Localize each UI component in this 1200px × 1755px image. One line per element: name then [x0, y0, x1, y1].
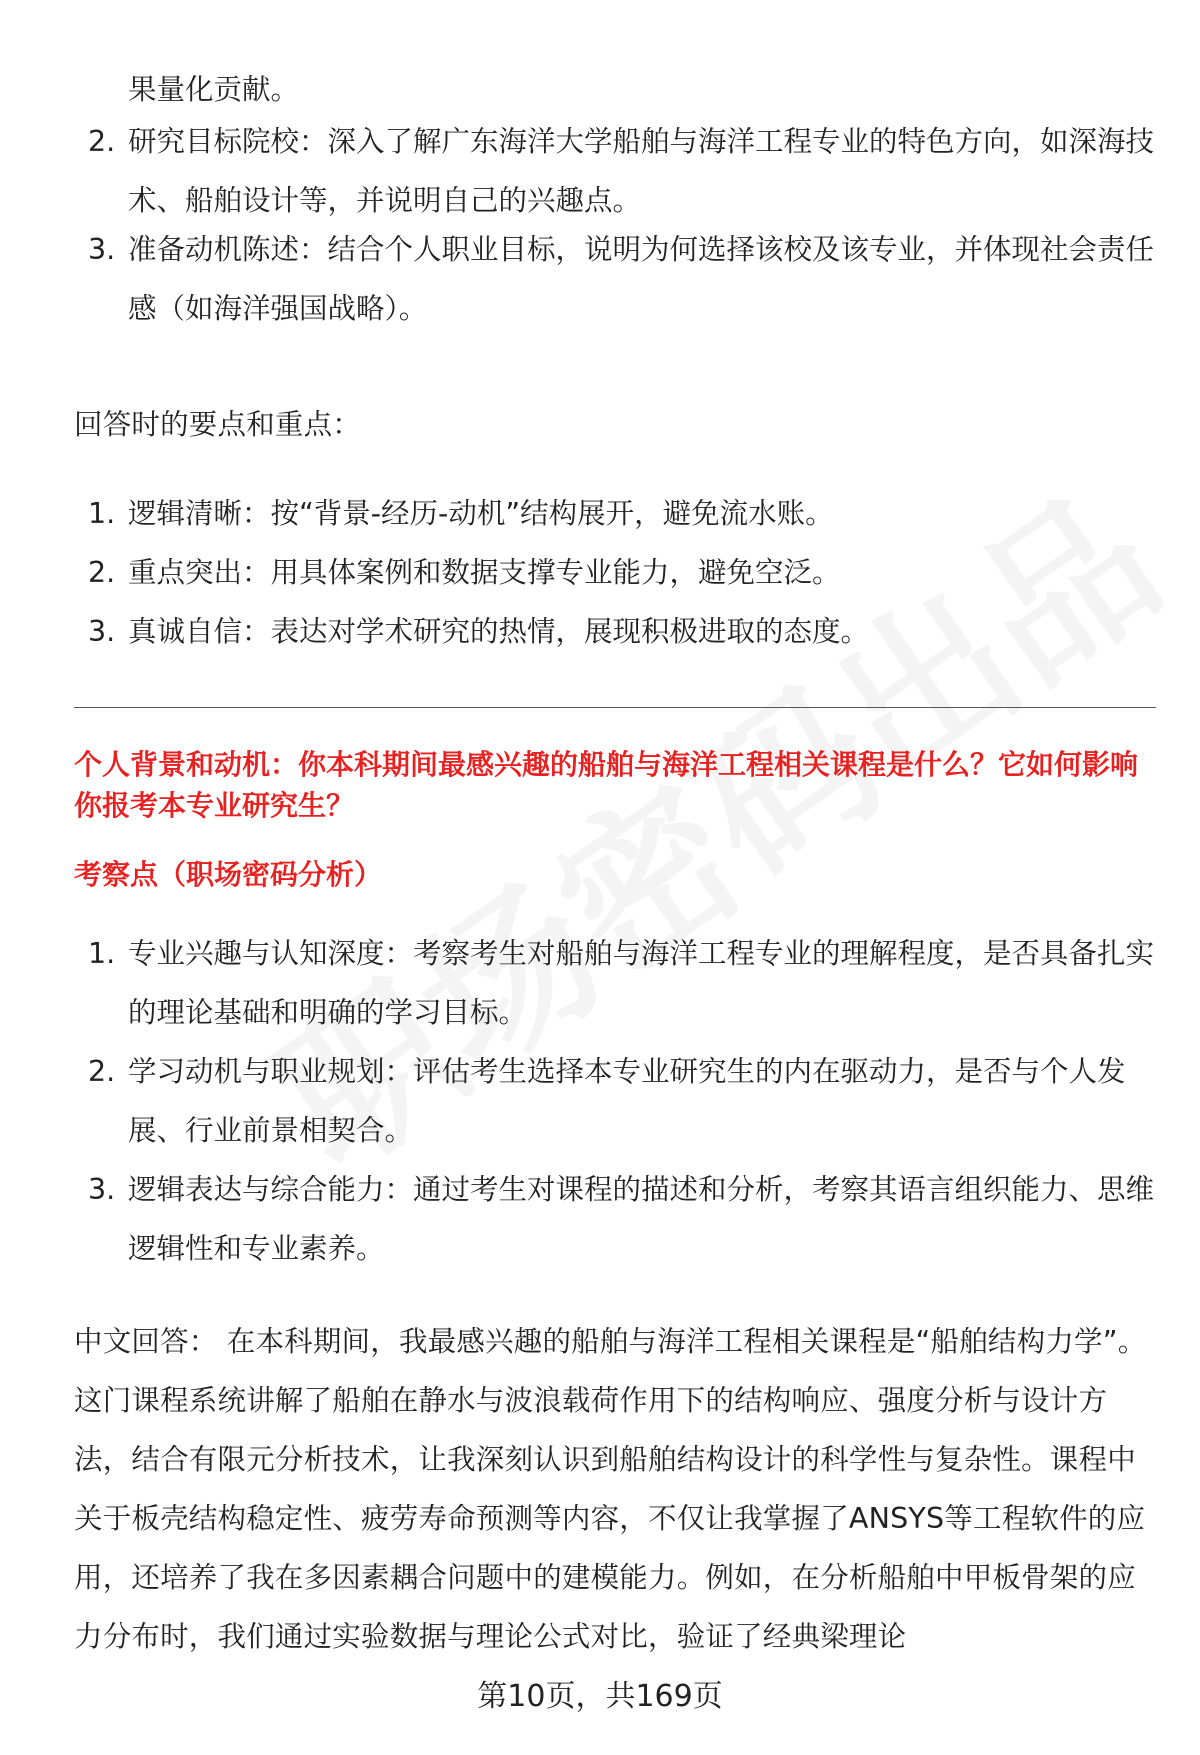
- list-item-number: 1.: [88, 497, 116, 530]
- list-item-text: 研究目标院校：深入了解广东海洋大学船舶与海洋工程专业的特色方向，如深海技术、船舶设计等，并说明自己的兴趣点。: [128, 125, 1155, 217]
- list-item-text: 果量化贡献。: [128, 73, 300, 106]
- list-item-number: 2.: [88, 556, 116, 589]
- question-heading: 个人背景和动机：你本科期间最感兴趣的船舶与海洋工程相关课程是什么？它如何影响你报考本专业研究生？: [74, 748, 1139, 822]
- list-item-number: 3.: [88, 233, 116, 266]
- list-item-number: 3.: [88, 1173, 116, 1206]
- list-item-text: 重点突出：用具体案例和数据支撑专业能力，避免空泛。: [128, 556, 841, 589]
- list-item-text: 学习动机与职业规划：评估考生选择本专业研究生的内在驱动力，是否与个人发展、行业前景相契合。: [128, 1055, 1126, 1147]
- list-item-text: 专业兴趣与认知深度：考察考生对船舶与海洋工程专业的理解程度，是否具备扎实的理论基础和明确的学习目标。: [128, 937, 1155, 1029]
- list-item-number: 2.: [88, 1055, 116, 1088]
- analysis-title: 考察点（职场密码分析）: [74, 858, 383, 891]
- list-item-number: 1.: [88, 937, 116, 970]
- section-divider: [74, 707, 1156, 708]
- list-item-number: 3.: [88, 615, 116, 648]
- list-item-number: 2.: [88, 125, 116, 158]
- page-number: 第10页，共169页: [477, 1679, 723, 1714]
- list-item-text: 逻辑清晰：按“背景-经历-动机”结构展开，避免流水账。: [128, 497, 834, 530]
- list-item-text: 真诚自信：表达对学术研究的热情，展现积极进取的态度。: [128, 615, 870, 648]
- answer-paragraph: 中文回答： 在本科期间，我最感兴趣的船舶与海洋工程相关课程是“船舶结构力学”。这门课程系统讲解了船舶在静水与波浪载荷作用下的结构响应、强度分析与设计方法，结合有限元分析技术，让我深刻认识到船舶结构设计的科学性与复杂性。课程中关于板壳结构稳定性、疲劳寿命预测等内容，不仅让我掌握了ANSYS等工程软件的应用，还培养了我在多因素耦合问题中的建模能力。例如，在分析船舶中甲板骨架的应力分布时，我们通过实验数据与理论公式对比，验证了经典梁理论: [74, 1325, 1147, 1653]
- key-points-title: 回答时的要点和重点：: [74, 408, 362, 441]
- list-item-text: 准备动机陈述：结合个人职业目标，说明为何选择该校及该专业，并体现社会责任感（如海洋强国战略）。: [128, 233, 1155, 325]
- list-item-text: 逻辑表达与综合能力：通过考生对课程的描述和分析，考察其语言组织能力、思维逻辑性和专业素养。: [128, 1173, 1155, 1265]
